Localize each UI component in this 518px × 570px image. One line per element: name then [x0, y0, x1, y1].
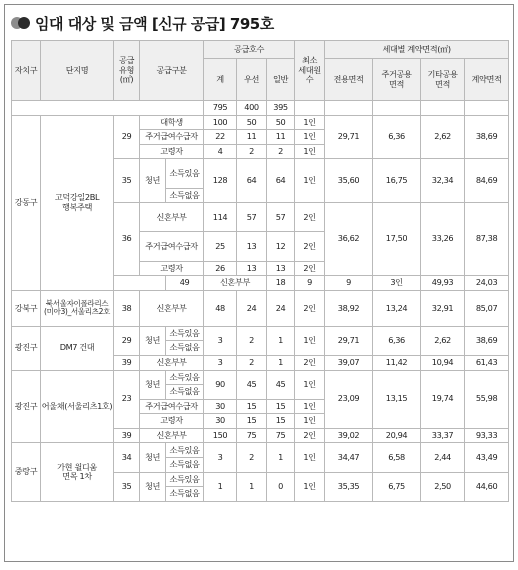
- title-row: [11, 11, 274, 35]
- header-district: 자치구: [12, 41, 41, 101]
- contract-cell: 93,33: [465, 428, 509, 443]
- general-cell: 1: [267, 355, 295, 370]
- total-cell: 128: [204, 159, 237, 203]
- district-cell: 중랑구: [12, 443, 41, 501]
- total-cell: 150: [204, 428, 237, 443]
- general-cell: 15: [267, 399, 295, 414]
- exclusive-cell: 39,02: [325, 428, 373, 443]
- header-contract: 계약면적: [465, 59, 509, 101]
- min-cell: 1인: [295, 472, 325, 501]
- header-general: 일반: [267, 59, 295, 101]
- category-cell: 대학생: [140, 115, 204, 130]
- type-cell: 29: [114, 326, 140, 355]
- table-row: [12, 326, 509, 341]
- district-cell: 강북구: [12, 290, 41, 326]
- contract-cell: 85,07: [465, 290, 509, 326]
- priority-cell: 24: [237, 290, 267, 326]
- general-cell: 15: [267, 414, 295, 429]
- total-cell: 90: [204, 370, 237, 399]
- exclusive-cell: 35,35: [325, 472, 373, 501]
- min-cell: 1인: [295, 159, 325, 203]
- category-cell: 청년: [140, 370, 166, 399]
- total-cell: 1: [204, 472, 237, 501]
- header-priority: 우선: [237, 59, 267, 101]
- category-cell: 주거급여수급자: [140, 399, 204, 414]
- priority-cell: 2: [237, 443, 267, 472]
- type-cell: 29: [114, 115, 140, 159]
- complex-cell: 가현 윌디움 면목 1차: [41, 443, 114, 501]
- table-row: [12, 115, 509, 130]
- header-total: 계: [204, 59, 237, 101]
- category-cell: 고령자: [140, 261, 204, 276]
- residential-common-cell: 24,03: [465, 276, 509, 291]
- type-cell: 23: [114, 370, 140, 428]
- residential-common-cell: 20,94: [373, 428, 421, 443]
- subcategory-cell: 소득없음: [166, 385, 204, 400]
- type-cell: 34: [114, 443, 140, 472]
- residential-common-cell: 16,75: [373, 159, 421, 203]
- priority-cell: 57: [237, 203, 267, 232]
- residential-common-cell: 6,36: [373, 115, 421, 159]
- other-common-cell: 2,50: [421, 472, 465, 501]
- min-cell: 2인: [295, 261, 325, 276]
- contract-cell: 61,43: [465, 355, 509, 370]
- min-cell: 2인: [295, 232, 325, 261]
- priority-cell: 75: [237, 428, 267, 443]
- cell-priority: 400: [237, 101, 267, 116]
- priority-cell: 13: [237, 232, 267, 261]
- general-cell: 64: [267, 159, 295, 203]
- general-cell: 24: [267, 290, 295, 326]
- header-residential-common: 주거공용 면적: [373, 59, 421, 101]
- district-cell: 광진구: [12, 326, 41, 370]
- subcategory-cell: 소득없음: [166, 487, 204, 502]
- exclusive-cell: 39,07: [325, 355, 373, 370]
- residential-common-cell: 13,24: [373, 290, 421, 326]
- exclusive-cell: 49,93: [421, 276, 465, 291]
- residential-common-cell: 17,50: [373, 203, 421, 276]
- general-cell: 1: [267, 326, 295, 355]
- residential-common-cell: 6,58: [373, 443, 421, 472]
- exclusive-cell: 35,60: [325, 159, 373, 203]
- page-title: 임대 대상 및 금액 [신규 공급] 795호: [35, 14, 274, 33]
- priority-cell: 64: [237, 159, 267, 203]
- other-common-cell: 33,26: [421, 203, 465, 276]
- category-cell: 고령자: [140, 414, 204, 429]
- subcategory-cell: 소득없음: [166, 341, 204, 356]
- category-cell: 신혼부부: [140, 203, 204, 232]
- other-common-cell: 32,91: [421, 290, 465, 326]
- complex-cell: 북서울자이폴라리스 (미아3)_서울리츠2호: [41, 290, 114, 326]
- table-row: [12, 290, 509, 326]
- priority-cell: 11: [237, 130, 267, 145]
- category-cell: 청년: [140, 326, 166, 355]
- min-cell: 1인: [295, 414, 325, 429]
- exclusive-cell: 29,71: [325, 115, 373, 159]
- general-cell: 75: [267, 428, 295, 443]
- total-cell: 30: [204, 399, 237, 414]
- district-cell: 강동구: [12, 115, 41, 290]
- contract-cell: 44,60: [465, 472, 509, 501]
- contract-cell: 43,49: [465, 443, 509, 472]
- complex-cell: DM7 건대: [41, 326, 114, 370]
- subcategory-cell: 소득있음: [166, 370, 204, 385]
- total-cell: 100: [204, 115, 237, 130]
- min-cell: 2인: [295, 355, 325, 370]
- other-common-cell: 19,74: [421, 370, 465, 428]
- category-cell: 신혼부부: [204, 276, 267, 291]
- priority-cell: 15: [237, 414, 267, 429]
- contract-cell: 87,38: [465, 203, 509, 276]
- general-cell: 9: [325, 276, 373, 291]
- other-common-cell: 2,62: [421, 115, 465, 159]
- contract-cell: 38,69: [465, 326, 509, 355]
- contract-cell: 38,69: [465, 115, 509, 159]
- exclusive-cell: 23,09: [325, 370, 373, 428]
- other-common-cell: 2,62: [421, 326, 465, 355]
- priority-cell: 1: [237, 472, 267, 501]
- total-cell: 114: [204, 203, 237, 232]
- total-cell: 3: [204, 326, 237, 355]
- total-cell: 3: [204, 355, 237, 370]
- header-complex: 단지명: [41, 41, 114, 101]
- type-cell: 35: [114, 472, 140, 501]
- general-cell: 1: [267, 443, 295, 472]
- type-cell: 38: [114, 290, 140, 326]
- exclusive-cell: 34,47: [325, 443, 373, 472]
- cell-total: 795: [204, 101, 237, 116]
- total-cell: 26: [204, 261, 237, 276]
- header-supply-type: 공급 유형 (㎡): [114, 41, 140, 101]
- exclusive-cell: 38,92: [325, 290, 373, 326]
- residential-common-cell: 6,75: [373, 472, 421, 501]
- subcategory-cell: 소득없음: [166, 188, 204, 203]
- category-cell: 청년: [140, 159, 166, 203]
- header-min-members: 최소 세대원 수: [295, 41, 325, 101]
- min-cell: 1인: [295, 326, 325, 355]
- priority-cell: 2: [237, 144, 267, 159]
- min-cell: 1인: [295, 370, 325, 399]
- header-area-group: 세대별 계약면적(㎡): [325, 41, 509, 59]
- header-category: 공급구분: [140, 41, 204, 101]
- category-cell: 고령자: [140, 144, 204, 159]
- priority-cell: 2: [237, 355, 267, 370]
- subcategory-cell: 소득있음: [166, 472, 204, 487]
- contract-cell: 55,98: [465, 370, 509, 428]
- other-common-cell: 33,37: [421, 428, 465, 443]
- category-cell: 신혼부부: [140, 290, 204, 326]
- priority-cell: 45: [237, 370, 267, 399]
- type-cell: 49: [166, 276, 204, 291]
- total-cell: 30: [204, 414, 237, 429]
- table-row: [12, 443, 509, 458]
- min-cell: 1인: [295, 399, 325, 414]
- residential-common-cell: 13,15: [373, 370, 421, 428]
- total-cell: 48: [204, 290, 237, 326]
- cell-general: 395: [267, 101, 295, 116]
- header-other-common: 기타공용 면적: [421, 59, 465, 101]
- general-cell: 11: [267, 130, 295, 145]
- district-cell: 광진구: [12, 370, 41, 443]
- exclusive-cell: 36,62: [325, 203, 373, 276]
- other-common-cell: 32,34: [421, 159, 465, 203]
- total-cell: 22: [204, 130, 237, 145]
- priority-cell: 9: [295, 276, 325, 291]
- table-row: [12, 370, 509, 385]
- category-cell: 신혼부부: [140, 428, 204, 443]
- header-exclusive: 전용면적: [325, 59, 373, 101]
- min-cell: 2인: [295, 428, 325, 443]
- general-cell: 12: [267, 232, 295, 261]
- subcategory-cell: 소득없음: [166, 458, 204, 473]
- category-cell: 주거급여수급자: [140, 232, 204, 261]
- type-cell: 36: [114, 203, 140, 276]
- category-cell: 주거급여수급자: [140, 130, 204, 145]
- general-cell: 13: [267, 261, 295, 276]
- total-cell: 25: [204, 232, 237, 261]
- total-cell: 3: [204, 443, 237, 472]
- min-cell: 2인: [295, 290, 325, 326]
- rental-table: [11, 40, 509, 502]
- complex-cell: 고덕강일2BL 행복주택: [41, 115, 114, 290]
- page: [4, 4, 514, 562]
- residential-common-cell: 6,36: [373, 326, 421, 355]
- subcategory-cell: 소득있음: [166, 443, 204, 458]
- type-cell: 39: [114, 428, 140, 443]
- min-cell: 1인: [295, 144, 325, 159]
- general-cell: 45: [267, 370, 295, 399]
- general-cell: 2: [267, 144, 295, 159]
- category-cell: 청년: [140, 443, 166, 472]
- complex-cell: 어울채(서울리츠1호): [41, 370, 114, 443]
- min-cell: 1인: [295, 130, 325, 145]
- priority-cell: 50: [237, 115, 267, 130]
- priority-cell: 2: [237, 326, 267, 355]
- subcategory-cell: 소득있음: [166, 326, 204, 341]
- bullet-dots-icon: [11, 16, 31, 30]
- exclusive-cell: 29,71: [325, 326, 373, 355]
- category-cell: 청년: [140, 472, 166, 501]
- min-cell: 2인: [295, 203, 325, 232]
- general-cell: 57: [267, 203, 295, 232]
- type-cell: 35: [114, 159, 140, 203]
- contract-cell: 84,69: [465, 159, 509, 203]
- type-cell: 39: [114, 355, 140, 370]
- other-common-cell: 2,44: [421, 443, 465, 472]
- header-supply-count: 공급호수: [204, 41, 295, 59]
- subcategory-cell: 소득있음: [166, 159, 204, 188]
- residential-common-cell: 11,42: [373, 355, 421, 370]
- general-cell: 50: [267, 115, 295, 130]
- min-cell: 1인: [295, 443, 325, 472]
- total-cell: 4: [204, 144, 237, 159]
- priority-cell: 13: [237, 261, 267, 276]
- other-common-cell: 10,94: [421, 355, 465, 370]
- min-cell: 3인: [373, 276, 421, 291]
- total-cell: 18: [267, 276, 295, 291]
- category-cell: 신혼부부: [140, 355, 204, 370]
- min-cell: 1인: [295, 115, 325, 130]
- priority-cell: 15: [237, 399, 267, 414]
- general-cell: 0: [267, 472, 295, 501]
- totals-row: [12, 101, 509, 116]
